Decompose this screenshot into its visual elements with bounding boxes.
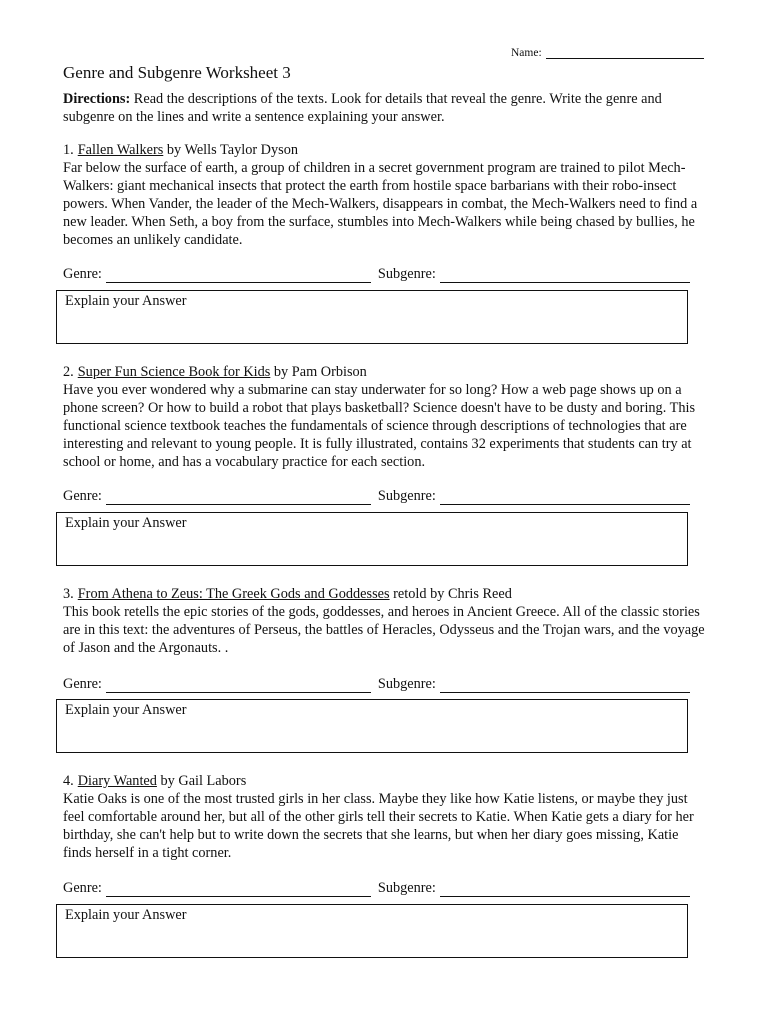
question-3 <box>63 585 708 657</box>
question-4-subgenre-line[interactable] <box>440 882 690 897</box>
question-2-heading <box>63 363 708 381</box>
genre-label: Genre: <box>63 266 102 282</box>
subgenre-label: Subgenre: <box>377 676 436 692</box>
subgenre-label: Subgenre: <box>377 880 436 896</box>
subgenre-label: Subgenre: <box>377 266 436 282</box>
explain-label: Explain your Answer <box>65 293 187 309</box>
question-2-byline: by Pam Orbison <box>270 364 367 380</box>
directions-label: Directions: <box>63 91 131 107</box>
question-3-heading <box>63 585 708 603</box>
question-3-explain-box[interactable] <box>56 699 688 753</box>
question-2-book-title: Super Fun Science Book for Kids <box>77 364 271 380</box>
question-4-byline: by Gail Labors <box>156 773 247 789</box>
question-3-subgenre-line[interactable] <box>440 678 690 693</box>
question-1-heading <box>63 141 708 159</box>
genre-label: Genre: <box>63 676 102 692</box>
explain-label: Explain your Answer <box>65 907 187 923</box>
question-2-number: 2. <box>63 364 74 380</box>
question-4-number: 4. <box>63 773 74 789</box>
genre-label: Genre: <box>63 880 102 896</box>
question-3-description: This book retells the epic stories of the gods, goddesses, and heroes in Ancient Greece. All of the classic stories are in this text: the adventures of Perseus, the battles of Heracles, Odysseus and the Trojan wars, and the voyage of Jason and the Argonauts. . <box>63 604 705 656</box>
question-2-subgenre-line[interactable] <box>440 490 690 505</box>
explain-label: Explain your Answer <box>65 702 187 718</box>
name-field-row <box>511 46 704 59</box>
question-3-number: 3. <box>63 586 74 602</box>
directions-text: Read the descriptions of the texts. Look for details that reveal the genre. Write the genre and subgenre on the lines and write a sentence explaining your answer. <box>63 91 662 125</box>
question-1-book-title: Fallen Walkers <box>77 142 164 158</box>
page-title: Genre and Subgenre Worksheet 3 <box>63 63 291 82</box>
directions <box>63 90 703 126</box>
question-1 <box>63 141 708 249</box>
question-4-book-title: Diary Wanted <box>77 773 157 789</box>
question-1-byline: by Wells Taylor Dyson <box>163 142 299 158</box>
question-1-genre-line[interactable] <box>106 268 371 283</box>
question-2-genre-line[interactable] <box>106 490 371 505</box>
question-2-description: Have you ever wondered why a submarine can stay underwater for so long? How a web page shows up on a phone screen? Or how to build a robot that plays basketball? Science doesn't have to be dusty and boring. This functional science textbook teaches the fundamentals of science through descriptions of technologies that are interesting and relevant to young people. It is fully illustrated, contains 32 experiments that students can try at school or home, and has a vocabulary practice for each section. <box>63 382 696 470</box>
question-3-byline: retold by Chris Reed <box>389 586 512 602</box>
question-1-number: 1. <box>63 142 74 158</box>
question-4-description: Katie Oaks is one of the most trusted girls in her class. Maybe they like how Katie listens, or maybe they just feel comfortable around her, but all of the other girls tell their secrets to Katie. When Katie gets a diary for her birthday, she can't help but to write down the secrets that she learns, but when her diary goes missing, Katie finds herself in a tight corner. <box>63 791 694 861</box>
question-3-book-title: From Athena to Zeus: The Greek Gods and Goddesses <box>77 586 390 602</box>
explain-label: Explain your Answer <box>65 515 187 531</box>
name-blank-line[interactable] <box>546 46 704 59</box>
question-2 <box>63 363 708 471</box>
genre-label: Genre: <box>63 488 102 504</box>
question-3-answer-row <box>63 676 703 693</box>
question-1-description: Far below the surface of earth, a group of children in a secret government program are trained to pilot Mech-Walkers: giant mechanical insects that protect the earth from hostile space barbarians with their robo-insect powers. When Vander, the leader of the Mech-Walkers, disappears in combat, the Mech-Walkers need to find a new leader. When Seth, a boy from the surface, stumbles into Mech-Walkers while being chased by bullies, he becomes an unlikely candidate. <box>63 160 698 248</box>
subgenre-label: Subgenre: <box>377 488 436 504</box>
question-2-answer-row <box>63 488 703 505</box>
question-1-answer-row <box>63 266 703 283</box>
question-4-genre-line[interactable] <box>106 882 371 897</box>
question-3-genre-line[interactable] <box>106 678 371 693</box>
question-1-explain-box[interactable] <box>56 290 688 344</box>
question-4-answer-row <box>63 880 703 897</box>
name-label: Name: <box>511 47 542 59</box>
question-4-explain-box[interactable] <box>56 904 688 958</box>
question-2-explain-box[interactable] <box>56 512 688 566</box>
question-4-heading <box>63 772 708 790</box>
question-4 <box>63 772 708 862</box>
question-1-subgenre-line[interactable] <box>440 268 690 283</box>
